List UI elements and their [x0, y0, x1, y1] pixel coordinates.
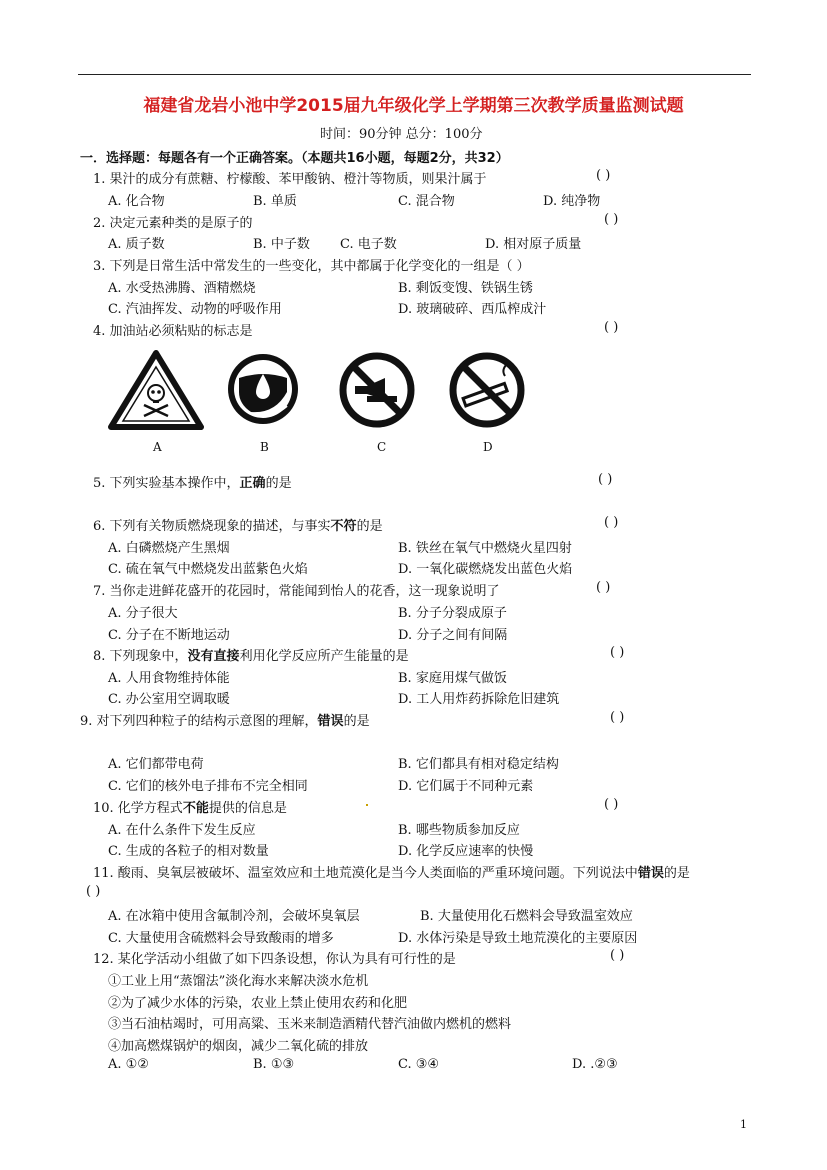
q7-option-c: C. 分子在不断地运动: [108, 628, 230, 643]
q12-item-2: ②为了减少水体的污染，农业上禁止使用农药和化肥: [108, 996, 408, 1011]
q12-option-b: B. ①③: [253, 1057, 295, 1072]
no-horn-sign-icon: [337, 350, 417, 430]
sign-label-b: B: [260, 440, 269, 454]
exam-time-score: 时间：90分钟 总分：100分: [320, 127, 483, 142]
question-1-bracket: ( ): [596, 168, 611, 183]
q9-option-b: B. 它们都具有相对稳定结构: [398, 757, 559, 772]
question-1-stem: 1. 果汁的成分有蔗糖、柠檬酸、苯甲酸钠、橙汁等物质，则果汁属于: [93, 172, 487, 187]
q7-option-b: B. 分子分裂成原子: [398, 606, 507, 621]
question-12-stem: 12. 某化学活动小组做了如下四条设想，你认为具有可行性的是: [93, 952, 456, 967]
q2-option-b: B. 中子数: [253, 237, 310, 252]
q1-option-d: D. 纯净物: [543, 194, 601, 209]
q9-option-c: C. 它们的核外电子排布不完全相同: [108, 779, 308, 794]
question-9-stem: 9. 对下列四种粒子的结构示意图的理解，错误的是: [80, 714, 370, 729]
q10-option-b: B. 哪些物质参加反应: [398, 823, 520, 838]
q6-option-c: C. 硫在氧气中燃烧发出蓝紫色火焰: [108, 562, 308, 577]
q2-option-d: D. 相对原子质量: [485, 237, 582, 252]
q12-item-3: ③当石油枯竭时，可用高粱、玉米来制造酒精代替汽油做内燃机的燃料: [108, 1017, 512, 1032]
q3-option-c: C. 汽油挥发、动物的呼吸作用: [108, 302, 282, 317]
q1-option-a: A. 化合物: [108, 194, 165, 209]
question-6-bracket: ( ): [604, 515, 619, 530]
section-heading: 一．选择题：每题各有一个正确答案。（本题共16小题，每题2分，共32）: [80, 151, 509, 166]
question-8-bracket: ( ): [610, 645, 625, 660]
q8-option-a: A. 人用食物维持体能: [108, 671, 230, 686]
q7-option-a: A. 分子很大: [108, 606, 178, 621]
stray-dot: [366, 804, 368, 806]
q2-option-a: A. 质子数: [108, 237, 165, 252]
q11-option-c: C. 大量使用含硫燃料会导致酸雨的增多: [108, 931, 334, 946]
q6-option-b: B. 铁丝在氧气中燃烧火星四射: [398, 541, 572, 556]
question-12-bracket: ( ): [610, 948, 625, 963]
question-10-stem: 10. 化学方程式不能提供的信息是: [93, 801, 287, 816]
q12-item-4: ④加高燃煤锅炉的烟囱，减少二氧化硫的排放: [108, 1039, 369, 1054]
q3-option-b: B. 剩饭变馊、铁锅生锈: [398, 281, 533, 296]
q12-option-d: D. .②③: [572, 1057, 618, 1072]
corrosive-sign-icon: [225, 348, 301, 430]
question-4-bracket: ( ): [604, 320, 619, 335]
q11-option-b: B. 大量使用化石燃料会导致温室效应: [420, 909, 633, 924]
q9-option-d: D. 它们属于不同种元素: [398, 779, 534, 794]
question-5-bracket: ( ): [598, 472, 613, 487]
q3-option-d: D. 玻璃破碎、西瓜榨成汁: [398, 302, 547, 317]
exam-title: 福建省龙岩小池中学2015届九年级化学上学期第三次教学质量监测试题: [143, 96, 684, 116]
q8-option-b: B. 家庭用煤气做饭: [398, 671, 507, 686]
q1-option-b: B. 单质: [253, 194, 297, 209]
no-smoking-sign-icon: [447, 350, 527, 430]
q8-option-c: C. 办公室用空调取暖: [108, 692, 230, 707]
q11-option-d: D. 水体污染是导致土地荒漠化的主要原因: [398, 931, 638, 946]
question-11-stem: 11. 酸雨、臭氧层被破坏、温室效应和土地荒漠化是当今人类面临的严重环境问题。下列说法中错误的是: [93, 866, 690, 881]
question-11-bracket: ( ): [86, 884, 101, 899]
question-10-bracket: ( ): [604, 797, 619, 812]
q7-option-d: D. 分子之间有间隔: [398, 628, 508, 643]
question-8-stem: 8. 下列现象中，没有直接利用化学反应所产生能量的是: [93, 649, 409, 664]
question-4-stem: 4. 加油站必须粘贴的标志是: [93, 324, 253, 339]
q11-option-a: A. 在冰箱中使用含氟制冷剂，会破坏臭氧层: [108, 909, 360, 924]
header-rule: [78, 74, 751, 75]
question-7-stem: 7. 当你走进鲜花盛开的花园时，常能闻到怡人的花香，这一现象说明了: [93, 584, 500, 599]
q8-option-d: D. 工人用炸药拆除危旧建筑: [398, 692, 560, 707]
sign-label-d: D: [483, 440, 493, 454]
q12-option-c: C. ③④: [398, 1057, 440, 1072]
q2-option-c: C. 电子数: [340, 237, 397, 252]
sign-label-a: A: [153, 440, 162, 454]
question-2-bracket: ( ): [604, 212, 619, 227]
question-9-bracket: ( ): [610, 710, 625, 725]
toxic-warning-sign-icon: [108, 350, 204, 430]
q1-option-c: C. 混合物: [398, 194, 455, 209]
page-number: 1: [740, 1118, 747, 1131]
q12-item-1: ①工业上用“蒸馏法”淡化海水来解决淡水危机: [108, 974, 369, 989]
question-2-stem: 2. 决定元素种类的是原子的: [93, 216, 253, 231]
q6-option-a: A. 白磷燃烧产生黑烟: [108, 541, 230, 556]
question-3-stem: 3. 下列是日常生活中常发生的一些变化，其中都属于化学变化的一组是（ ）: [93, 259, 530, 274]
sign-label-c: C: [377, 440, 387, 454]
question-6-stem: 6. 下列有关物质燃烧现象的描述，与事实不符的是: [93, 519, 383, 534]
q6-option-d: D. 一氧化碳燃烧发出蓝色火焰: [398, 562, 573, 577]
question-5-stem: 5. 下列实验基本操作中，正确的是: [93, 476, 292, 491]
q10-option-d: D. 化学反应速率的快慢: [398, 844, 534, 859]
question-7-bracket: ( ): [596, 580, 611, 595]
q9-option-a: A. 它们都带电荷: [108, 757, 204, 772]
q10-option-a: A. 在什么条件下发生反应: [108, 823, 256, 838]
q3-option-a: A. 水受热沸腾、酒精燃烧: [108, 281, 256, 296]
q12-option-a: A. ①②: [108, 1057, 149, 1072]
q10-option-c: C. 生成的各粒子的相对数量: [108, 844, 269, 859]
